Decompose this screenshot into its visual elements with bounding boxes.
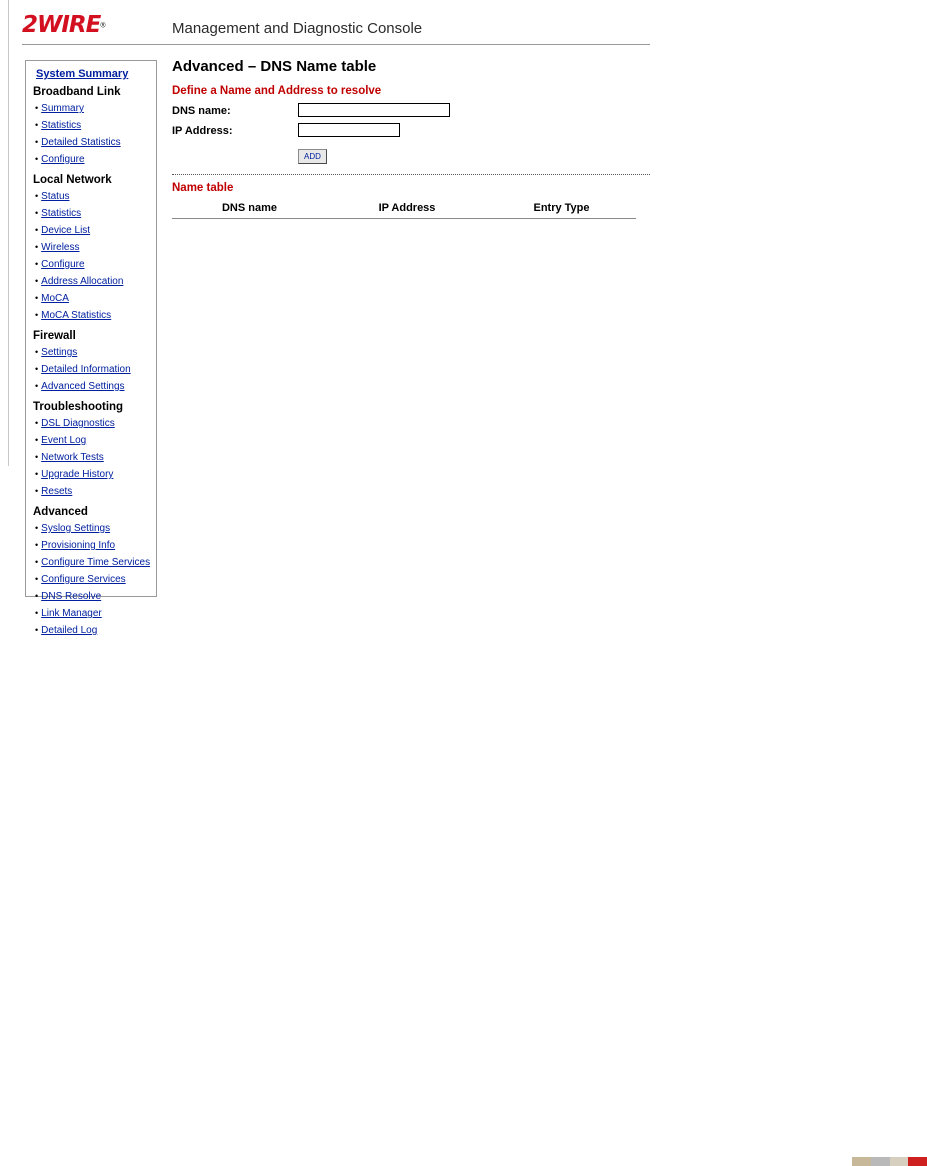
sidebar-item-label: MoCA [41, 293, 69, 304]
sidebar-group-title: Firewall [33, 330, 76, 342]
sidebar-item-label: Network Tests [41, 452, 104, 463]
sidebar-item-device-list[interactable] [35, 222, 156, 239]
dns-name-input[interactable] [298, 103, 450, 117]
sidebar-item-label: Configure [41, 259, 85, 270]
sidebar-item-label: Status [41, 191, 70, 202]
sidebar-item-configure-time-services[interactable] [35, 554, 156, 571]
sidebar-item-label: Link Manager [41, 608, 102, 619]
sidebar-item-settings[interactable] [35, 344, 156, 361]
sidebar-item-label: Advanced Settings [41, 381, 125, 392]
sidebar-item-label: Configure Services [41, 574, 126, 585]
ip-address-input[interactable] [298, 123, 400, 137]
bullet-icon: • [35, 540, 39, 550]
bullet-icon: • [35, 364, 39, 374]
sidebar-item-provisioning-info[interactable] [35, 537, 156, 554]
sidebar-item-syslog-settings[interactable] [35, 520, 156, 537]
bullet-icon: • [35, 557, 39, 567]
bullet-icon: • [35, 625, 39, 635]
sidebar-item-label: MoCA Statistics [41, 310, 112, 321]
bullet-icon: • [35, 191, 39, 201]
left-border-rule [8, 0, 9, 466]
sidebar-item-dns-resolve[interactable] [35, 588, 156, 605]
sidebar-item-event-log[interactable] [35, 432, 156, 449]
sidebar-item-address-allocation[interactable] [35, 273, 156, 290]
dns-name-label: DNS name: [172, 105, 231, 117]
sidebar-item-label: Settings [41, 347, 78, 358]
sidebar-item-resets[interactable] [35, 483, 156, 500]
bullet-icon: • [35, 381, 39, 391]
ip-address-label: IP Address: [172, 125, 233, 137]
sidebar-item-network-tests[interactable] [35, 449, 156, 466]
bullet-icon: • [35, 225, 39, 235]
sidebar-groups [26, 86, 156, 639]
sidebar-item-label: Statistics [41, 120, 82, 131]
sidebar-item-label: Summary [41, 103, 84, 114]
bullet-icon: • [35, 154, 39, 164]
bullet-icon: • [35, 469, 39, 479]
sidebar-item-label: Configure Time Services [41, 557, 151, 568]
column-header-entry-type: Entry Type [487, 200, 636, 219]
name-table-heading: Name table [172, 182, 234, 194]
dns-name-row [172, 103, 642, 121]
column-header-dns-name: DNS name [172, 200, 327, 219]
bullet-icon: • [35, 591, 39, 601]
sidebar-group-title: Advanced [33, 506, 88, 518]
ip-address-row [172, 123, 642, 141]
sidebar-item-upgrade-history[interactable] [35, 466, 156, 483]
sidebar-item-label: Syslog Settings [41, 523, 111, 534]
sidebar-group-title: Broadband Link [33, 86, 121, 98]
add-button[interactable]: ADD [298, 149, 327, 164]
bullet-icon: • [35, 435, 39, 445]
form-actions [298, 149, 642, 164]
sidebar-item-moca[interactable] [35, 290, 156, 307]
bullet-icon: • [35, 418, 39, 428]
bullet-icon: • [35, 523, 39, 533]
sidebar-item-label: Detailed Log [41, 625, 98, 636]
sidebar-item-label: DSL Diagnostics [41, 418, 115, 429]
sidebar-item-moca-statistics[interactable] [35, 307, 156, 324]
sidebar-item-detailed-statistics[interactable] [35, 134, 156, 151]
bullet-icon: • [35, 120, 39, 130]
brand-logo-registered-mark: ® [100, 22, 106, 30]
bottom-color-strip [852, 1157, 927, 1166]
sidebar-item-detailed-log[interactable] [35, 622, 156, 639]
brand-logo-text: 2WIRE [22, 12, 101, 38]
bullet-icon: • [35, 452, 39, 462]
sidebar-item-label: Configure [41, 154, 85, 165]
strip-segment [852, 1157, 871, 1166]
sidebar-item-dsl-diagnostics[interactable] [35, 415, 156, 432]
bullet-icon: • [35, 137, 39, 147]
sidebar-item-label: Address Allocation [41, 276, 124, 287]
sidebar-nav [25, 60, 157, 636]
sidebar-item-configure[interactable] [35, 151, 156, 168]
bullet-icon: • [35, 208, 39, 218]
bullet-icon: • [35, 608, 39, 618]
sidebar-item-system-summary[interactable]: System Summary [36, 68, 129, 80]
bullet-icon: • [35, 486, 39, 496]
brand-logo [22, 14, 122, 36]
sidebar-item-label: Wireless [41, 242, 80, 253]
sidebar-item-statistics[interactable] [35, 205, 156, 222]
bullet-icon: • [35, 259, 39, 269]
sidebar-item-label: Statistics [41, 208, 82, 219]
bullet-icon: • [35, 242, 39, 252]
bullet-icon: • [35, 293, 39, 303]
table-header-row [172, 200, 636, 219]
sidebar-item-wireless[interactable] [35, 239, 156, 256]
sidebar-item-summary[interactable] [35, 100, 156, 117]
page-title: Advanced – DNS Name table [172, 58, 377, 75]
sidebar-item-label: Upgrade History [41, 469, 114, 480]
bullet-icon: • [35, 347, 39, 357]
sidebar-item-configure-services[interactable] [35, 571, 156, 588]
bullet-icon: • [35, 574, 39, 584]
sidebar-item-detailed-information[interactable] [35, 361, 156, 378]
sidebar-item-link-manager[interactable] [35, 605, 156, 622]
sidebar-item-label: Event Log [41, 435, 87, 446]
sidebar-item-label: Device List [41, 225, 91, 236]
console-title: Management and Diagnostic Console [172, 20, 423, 37]
section-divider [172, 174, 650, 175]
bullet-icon: • [35, 310, 39, 320]
sidebar-group-title: Troubleshooting [33, 401, 124, 413]
sidebar-item-label: Detailed Information [41, 364, 131, 375]
column-header-ip-address: IP Address [327, 200, 487, 219]
main-content [172, 58, 642, 219]
form-section-heading: Define a Name and Address to resolve [172, 85, 382, 97]
bullet-icon: • [35, 103, 39, 113]
strip-segment [908, 1157, 927, 1166]
sidebar-item-statistics[interactable] [35, 117, 156, 134]
sidebar-item-label: DNS Resolve [41, 591, 102, 602]
sidebar-item-configure[interactable] [35, 256, 156, 273]
strip-segment [871, 1157, 890, 1166]
sidebar-item-advanced-settings[interactable] [35, 378, 156, 395]
sidebar-item-status[interactable] [35, 188, 156, 205]
sidebar-item-label: Resets [41, 486, 73, 497]
header-divider [22, 44, 650, 45]
name-table [172, 200, 636, 219]
bullet-icon: • [35, 276, 39, 286]
sidebar-item-label: Detailed Statistics [41, 137, 121, 148]
sidebar-item-label: Provisioning Info [41, 540, 116, 551]
sidebar-group-title: Local Network [33, 174, 112, 186]
strip-segment [890, 1157, 909, 1166]
page-header [0, 0, 650, 45]
